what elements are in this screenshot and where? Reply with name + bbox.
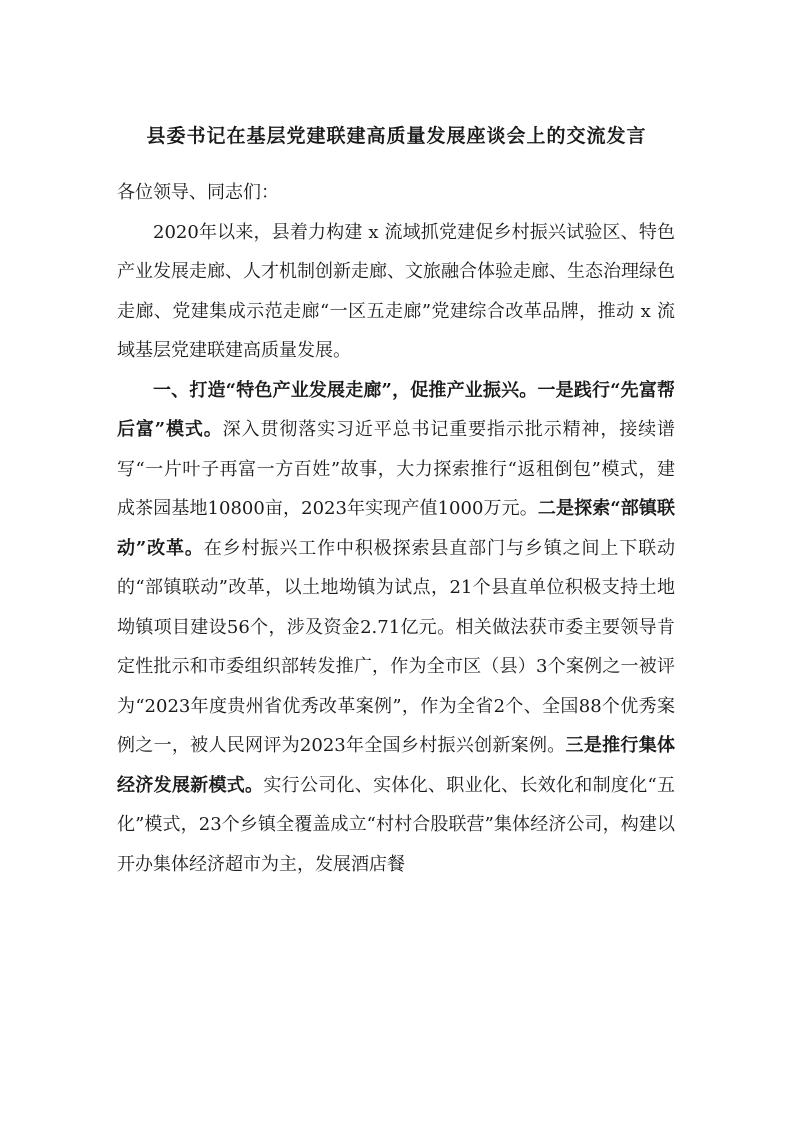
section-1-paragraph [117,371,675,885]
item-3-text: 实行公司化、实体化、职业化、长效化和制度化“五化”模式，23个乡镇全覆盖成立“村村合股联营”集体经济公司，构建以开办集体经济超市为主，发展酒店餐 [117,774,676,875]
item-1-title: 一是践行“先富帮后富”模式。 [117,379,675,440]
document-body [117,173,675,884]
salutation: 各位领导、同志们： [117,182,279,203]
item-2-text: 在乡村振兴工作中积极探索县直部门与乡镇之间上下联动的“部镇联动”改革，以土地坳镇为试点，21个县直单位积极支持土地坳镇项目建设56个，涉及资金2.71亿元。相关做法获市委主要领导肯定性批示和市委组织部转发推广，作为全市区（县）3个案例之一被评为“2023年度贵州省优秀改革案例”，作为全省2个、全国88个优秀案例之一，被人民网评为2023年全国乡村振兴创新案例。 [117,537,675,756]
item-3-title: 三是推行集体经济发展新模式。 [117,735,676,796]
document-title: 县委书记在基层党建联建高质量发展座谈会上的交流发言 [146,125,647,147]
item-2-title: 二是探索“部镇联动”改革。 [117,498,675,559]
item-1-text: 深入贯彻落实习近平总书记重要指示批示精神，接续谱写“一片叶子再富一方百姓”故事，大力探索推行“返租倒包”模式，建成茶园基地10800亩，2023年实现产值1000万元。 [117,419,676,519]
intro-paragraph: 2020年以来，县着力构建 x 流域抓党建促乡村振兴试验区、特色产业发展走廊、人才机制创新走廊、文旅融合体验走廊、生态治理绿色走廊、党建集成示范走廊“一区五走廊”党建综合改革品牌，推动 x 流域基层党建联建高质量发展。 [117,221,675,361]
section-1-heading: 一、打造“特色产业发展走廊”，促推产业振兴。 [153,379,538,401]
